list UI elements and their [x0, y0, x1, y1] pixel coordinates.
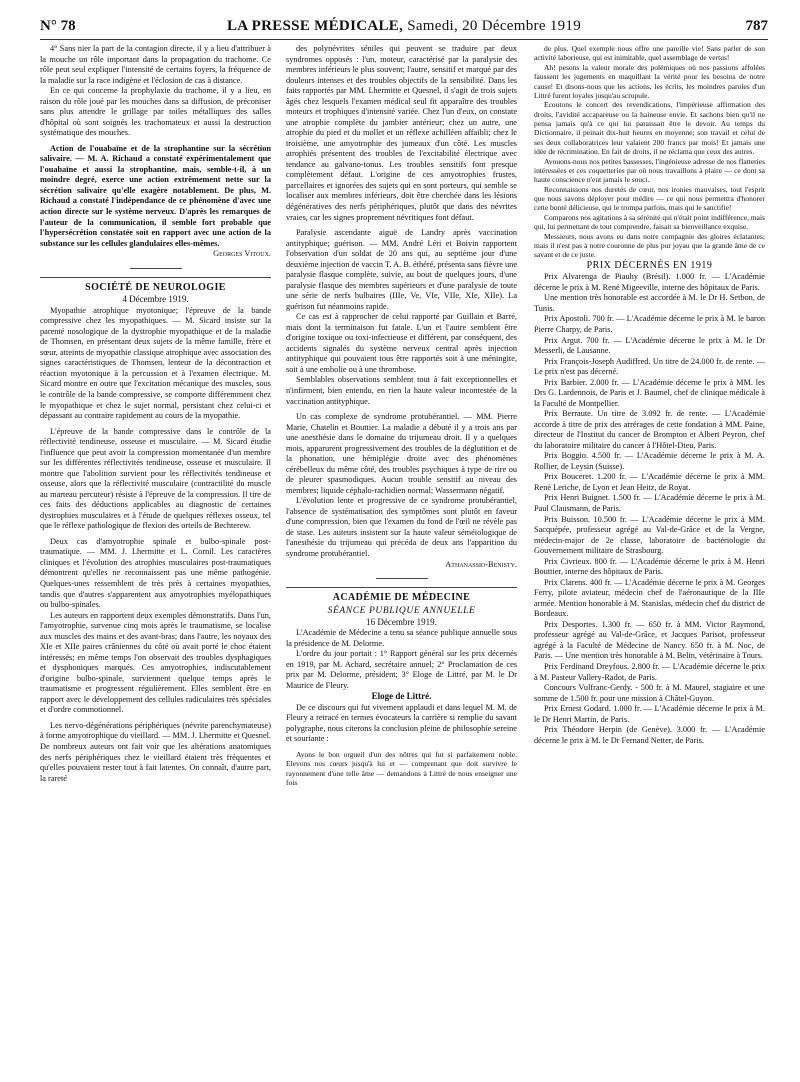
section-heading: PRIX DÉCERNÉS EN 1919	[586, 259, 713, 271]
paragraph: Deux cas d'amyotrophie spinale et bulbo-spinale post-traumatique. — MM. J. Lhermitte et L. Cornil. Les caractères cliniques et l'évolution des atrophies musculaires post-traumatiques démontrent qu'elles ne reconnaissent pas une même pathogénie. Quelques-unes ressemblent de très près à certaines myopathies, tandis que d'autres s'apparentent aux amyotrophies myélopathiques ou bulbo-spinales.	[40, 536, 271, 610]
paragraph: L'Académie de Médecine a tenu sa séance publique annuelle sous la présidence de M. Delorme.	[286, 628, 517, 648]
prize-entry: Prix Argut. 700 fr. — L'Académie décerne le prix à M. le Dr Messerli, de Lausanne.	[534, 335, 765, 356]
quotation: Ah! pesons la valeur morale des polémiques où nos passions affolées faussent les jugements en maquillant la vérité pour les besoins de notre cause! Et disons-nous que les actions, les écrits, les moindres paroles d'un Littré furent loyales jusqu'au scrupule.	[534, 62, 765, 100]
paragraph: Myopathie atrophique myotonique; l'épreuve de la bande compressive chez les myopathiques. — M. Sicard insiste sur la parenté nosologique de la dystrophie myopathique et de la maladie de Thomsen, en présentant deux sujets de la même famille, frère et sœur, atteints de myopathie classique atrophique avec association des signes caractéristiques de Thomsen, lenteur de la décontraction et réaction myotonique à la percussion et à l'examen électrique. M. Sicard montre en outre que l'excitation mécanique des muscles, sous le contrôle de la bande compressive, se comporte différemment chez le myopathique et chez le sujet normal, persistant chez celui-ci et dépassant au contraire rapidement au cours de la myopathie.	[40, 305, 271, 421]
column-3	[534, 44, 765, 746]
prize-entry: Prix Civrieux. 800 fr. — L'Académie décerne le prix à M. Henri Bouttier, interne des hôpitaux de Paris.	[534, 556, 765, 577]
section-heading: ACADÉMIE DE MÉDECINE	[332, 592, 471, 604]
quotation: Messieurs, nous avons eu dans notre compagnie des gloires éclatantes; mais il n'est pas à notre couronne de plus pur joyau que la grande âme de ce savant et de ce juste.	[534, 231, 765, 260]
prize-entry: Prix Berraute. Un titre de 3.092 fr. de rente. — L'Académie accorde à titre de prix des arrérages de cette fondation à MM. Paine, directeur de l'Institut du cancer de Brompton et Albert Peyron, chef du laboratoire militaire du cancer à l'Hôtel-Dieu, Paris.	[534, 409, 765, 450]
section-rule	[40, 277, 271, 278]
section-separator	[130, 268, 182, 269]
paragraph: Un cas complexe de syndrome protubérantiel. — MM. Pierre Marie, Chatelin et Bouttier. La maladie a débuté il y a trois ans par une anesthésie dans le domaine du trijumeau droit. Il y a quelques mois, apparurent progressivement des troubles de la déglutition et de la phonation, une hémiplégie droite avec des phénomènes cérébelleux du même côté, des troubles psychiques à type de rire ou de pleurer spasmodiques. Aucun trouble sensitif au niveau des membres; liquide céphalo-rachidien normal; Wassermann négatif.	[286, 412, 517, 495]
issue-date: Samedi, 20 Décembre 1919	[407, 18, 582, 34]
header-rule	[40, 39, 768, 40]
paragraph: Paralysie ascendante aiguë de Landry après vaccination antityphique; guérison. — MM. André Léri et Boivin rapportent l'observation d'un soldat de 20 ans qui, au septième jour d'une deuxième injection de vaccin T. A. B. éthéré, présenta sans fièvre une paralysie flasque complète, suivie, au bout de quelques jours, d'une paralysie flasque des membres supérieurs et d'une paralysie de toute une série de nerfs bulbaires (IIIe, Ve, VIe, VIIe, XIe, XIIe). La guérison fut néanmoins rapide.	[286, 228, 517, 311]
page-header	[40, 18, 768, 38]
paragraph: L'évolution lente et progressive de ce syndrome protubérantiel, l'absence de systématisation des symptômes sont plutôt en faveur d'une compression, bien que l'examen du fond de l'œil ne révèle pas de stase. Les auteurs insistent sur la haute valeur séméiologique de l'anesthésie du trijumeau qui précéda de deux ans l'apparition du syndrome protubérantiel.	[286, 496, 517, 558]
quotation: Reconnaissons nos duretés de cœur, nos ironies mauvaises, tout l'esprit que nous savons déployer pour médire — ce qui nous permettra d'honorer cette bonté délicieuse, qui le trompa parfois, mais qui le sanctifie!	[534, 184, 765, 213]
section-rule	[286, 587, 517, 588]
section-heading: SOCIÉTÉ DE NEUROLOGIE	[85, 281, 226, 293]
prize-entry: Prix François-Joseph Audiffred. Un titre de 24.000 fr. de rente. — Le prix n'est pas décerné.	[534, 356, 765, 377]
prize-entry: Prix Ferdinand Dreyfous. 2.800 fr. — L'Académie décerne le prix à M. Pasteur Vallery-Radot, de Paris.	[534, 661, 765, 682]
section-subheading: SÉANCE PUBLIQUE ANNUELLE	[327, 605, 476, 616]
author-signature: Athanassio-Benisty.	[445, 559, 517, 569]
paragraph: Ce cas est à rapprocher de celui rapporté par Guillain et Barré, mais dont la terminaison fut fatale. L'un et l'autre semblent être d'origine toxique ou toxi-infectieuse et différent, par conséquent, des accidents signalés du système nerveux central après injection antityphique qui pouvaient tous être rapportés soit à une méningite, soit à une embolie ou à une thrombose.	[286, 312, 517, 374]
journal-name: LA PRESSE MÉDICALE,	[226, 18, 404, 34]
journal-title	[40, 18, 768, 35]
prize-entry: Prix Boggio. 4.500 fr. — L'Académie décerne le prix à M. A. Rollier, de Leysin (Suisse).	[534, 451, 765, 471]
prize-entry: Prix Théodore Herpin (de Genève). 3.000 fr. — L'Académie décerne le prix à M. le Dr Fernand Netter, de Paris.	[534, 725, 765, 745]
prize-entry: Prix Ernest Godard. 1.000 fr. — L'Académie décerne le prix à M. le Dr Henri Martin, de Paris.	[534, 704, 765, 724]
paragraph-ouabaine: Action de l'ouabaïne et de la strophantine sur la sécrétion salivaire. — M. A. Richaud a constaté expérimentalement que l'ouabaïne et aussi la strophantine, mais, semble-t-il, à un moindre degré, exerce une action extrêmement nette sur la sécrétion salivaire qu'elle exagère notablement. De plus, M. Richaud a constaté l'indépendance de ce phénomène d'avec une action directe sur le système nerveux. D'après les remarques de l'auteur de la communication, il semble fort probable que l'hypersécrétion constatée soit en rapport avec une action de la substance sur les cellules glandulaires elles-mêmes.	[40, 143, 271, 248]
author-signature: Georges Vitoux.	[213, 249, 271, 259]
paragraph: Semblables observations semblent tout à fait exceptionnelles et n'infirment, bien entendu, en rien la haute valeur incontestée de la vaccination antityphique.	[286, 375, 517, 406]
paragraph: Les nervo-dégénérations périphériques (névrite parenchymateuse) à forme amyotrophique du vieillard. — MM. J. Lhermitte et Quesnel. De nombreux auteurs ont fait voir que les altérations anatomiques des nerfs périphériques chez le vieillard étaient très fréquentes et qu'elles pouvaient rester tout à fait latentes. On connaît, d'autre part, la rareté	[40, 720, 271, 783]
quotation: Ayons le bon orgueil d'un des nôtres qui fut si parfaitement noble. Elevons nos cœurs jusqu'à lui et — comprenant que doit survivre le rayonnement d'une telle âme — demandons à Littré de nous enseigner une fois	[286, 749, 517, 788]
quotation: Comparons nos agitations à sa sérénité qui n'était point indifférence, mais qui, lui permettant de tout comprendre, faisait sa bienveillance exquise.	[534, 212, 765, 232]
paragraph: En ce qui concerne la prophylaxie du trachome, il y a lieu, en raison du rôle joué par les mouches dans sa diffusion, de préconiser sans plus attendre le grillage par toiles métalliques des salles d'hôpital où sont soignés les trachomateux et aussi la destruction systématique des mouches.	[40, 86, 271, 138]
paragraph: L'épreuve de la bande compressive dans le contrôle de la réflectivité tendineuse, osseuse et musculaire. — M. Sicard étudie l'influence que peut avoir la compression momentanée d'un membre sur les différentes réflectivités tendineuse, osseuse et musculaire. Il montre que l'abolition survient pour les réflectivités tendineuse et osseuse, alors que la réflectivité musculaire (contractilité du muscle au marteau percuteur) résiste à l'épreuve de la compression. Il tire de ces faits des déductions applicables au diagnostic de certaines dystrophies musculaires et à l'étude de quelques réflexes osseux, tel que le réflexe pathologique de flexion des orteils de Bechterew.	[40, 426, 271, 531]
quotation: Avouons-nous nos petites bassesses, l'ingénieuse adresse de nos flatteries intéressées et ces coquetteries par où nous travaillons à plaire — ce dont sa haute conscience n'eut jamais le souci.	[534, 156, 765, 185]
quotation: de plus. Quel exemple nous offre une pareille vie! Sans parler de son activité laborieuse, qui est inimitable, quel assemblage de vertus!	[534, 44, 765, 63]
column-2	[286, 44, 517, 787]
page-number: 787	[745, 18, 768, 34]
subheading: Eloge de Littré.	[371, 691, 432, 702]
paragraph: L'ordre du jour portait : 1° Rapport général sur les prix décernés en 1919, par M. Achard, secrétaire annuel; 2° Proclamation de ces prix par M. Delorme, président; 3° Eloge de Littré, par M. le Dr Maurice de Fleury.	[286, 649, 517, 690]
prize-entry: Une mention très honorable est accordée à M. le Dr H. Setbon, de Tunis.	[534, 293, 765, 313]
section-separator	[376, 578, 428, 579]
prize-entry: Prix Buisson. 10.500 fr. — L'Académie décerne le prix à MM. Sacquépée, professeur agrégé au Val-de-Grâce et de la Vergne, médecin-major de 2e classe, laboratoire de bactériologie du Gouvernement militaire de Strasbourg.	[534, 514, 765, 556]
section-date: 4 Décembre 1919.	[122, 294, 189, 305]
issue-number: N° 78	[40, 18, 76, 34]
prize-entry: Prix Desportes. 1.300 fr. — 650 fr. à MM. Victor Raymond, professeur agrégé au Val-de-Grâce, et Jacques Parisot, professeur agrégé à la Faculté de Médecine de Nancy. 650 fr. à M. Noc, de Paris. — Une mention très honorable à M. Belin, vétérinaire à Tours.	[534, 619, 765, 661]
paragraph: Les auteurs en rapportent deux exemples démonstratifs. Dans l'un, l'amyotrophie, survenue cinq mois après le traumatisme, se localise aux muscles des mains et des avant-bras; dans l'autre, les noyaux des XIe et XIIe paires crâniennes du côté où avait porté le choc étaient intéressés; en même temps l'on observait des troubles dysphagiques et dysphoniques marqués. Ces amyotrophies, indiscutablement d'origine bulbo-spinale, surviennent quelque temps après le traumatisme et progressent régulièrement. Elles semblent être en rapport avec le développement des cellules radiculaires très spéciales et d'ordre commotionnel.	[40, 610, 271, 715]
prize-entry: Prix Apostoli. 700 fr. — L'Académie décerne le prix à M. le baron Pierre Charpy, de Paris.	[534, 314, 765, 334]
paragraph: De ce discours qui fut vivement applaudi et dans lequel M. M. de Fleury a retracé en termes évocateurs la carrière si remplie du savant polygraphe, nous citerons la conclusion pleine de philosophie sereine et souriante :	[286, 702, 517, 744]
prize-entry: Prix Clarens. 400 fr. — L'Académie décerne le prix à M. Georges Ferry, pilote aviateur, médecin chef de l'aéronautique de la IIIe armée. Mention honorable à M. Stanislas, médecin chef du district de Bordeaux.	[534, 577, 765, 619]
prize-entry: Prix Bouceret. 1.200 fr. — L'Académie décerne le prix à MM. René Leriche, de Lyon et Jean Heitz, de Royat.	[534, 472, 765, 492]
paragraph: des polynévrites séniles qui peuvent se traduire par deux syndromes opposés : l'un, moteur, caractérisé par la paralysie des membres inférieurs le plus souvent; l'autre, sensitif et marqué par des douleurs intenses et des troubles objectifs de la sensibilité. Dans les faits rapportés par MM. Lhermitte et Quesnel, il s'agit de trois sujets âgés chez lesquels l'examen médical seul fit apparaître des troubles moteurs et trophiques d'intensité variée. Chez l'un d'eux, on constate une atrophie complète du jambier antérieur; chez un autre, une atrophie du pied et du mollet et un réflexe achilléen affaibli; chez le troisième, une amyotrophie des jumeaux d'un côté. Les muscles atrophiés présentent des troubles de l'excitabilité électrique avec tendance au galvano-tonus. Les troubles sensitifs font presque complètement défaut. L'origine de ces amyotrophies frustes, parcellaires et ignorées des sujets qui en sont porteurs, qui semble se localiser aux membres inférieurs, doit être cherchée dans les lésions dégénératives des nerfs périphériques, plutôt que dans des névrites vraies, car les signes proprement névritiques font défaut.	[286, 44, 517, 222]
section-date: 16 Décembre 1919.	[366, 616, 437, 627]
column-1	[40, 44, 271, 784]
quotation: Ecoutons le concert des revendications, l'impérieuse affirmation des droits, l'avidité accapareuse ou la haineuse envie. Et sachons bien qu'il ne pensa jamais qu'à ce qui lui paraissait être le devoir. Au temps du Dictionnaire, il peinait dix-huit heures en moyenne; son travail et celui de ses deux collaboratrices leur valaient 200 francs par mois! Et jamais une idée de récrimination. En fait de droits, il ne réclama que ceux des autres.	[534, 100, 765, 157]
prize-entry: Prix Barbier. 2.000 fr. — L'Académie décerne le prix à MM. les Drs G. Lardennois, de Paris et J. Baumel, chef de clinique médicale à la Faculté de Montpellier.	[534, 377, 765, 408]
paragraph: 4° Sans nier la part de la contagion directe, il y a lieu d'attribuer à la mouche un rôle important dans la propagation du trachome. Ce rôle peut seul expliquer l'intensité de certains foyers, la fréquence de la maladie sur la race indigène et l'éclosion de cas à distance.	[40, 44, 271, 85]
prize-entry: Prix Alvarenga de Piauhy (Brésil). 1.000 fr. — L'Académie décerne le prix à M. René Migeeville, interne des hôpitaux de Paris.	[534, 272, 765, 292]
prize-entry: Prix Henri Buignet. 1.500 fr. — L'Académie décerne le prix à M. Paul Clausmann, de Paris.	[534, 493, 765, 513]
prize-entry: Concours Vulfranc-Gerdy. - 500 fr. à M. Maurel, stagiaire et une somme de 1.500 fr. pour une mission à Châtel-Guyon.	[534, 683, 765, 703]
